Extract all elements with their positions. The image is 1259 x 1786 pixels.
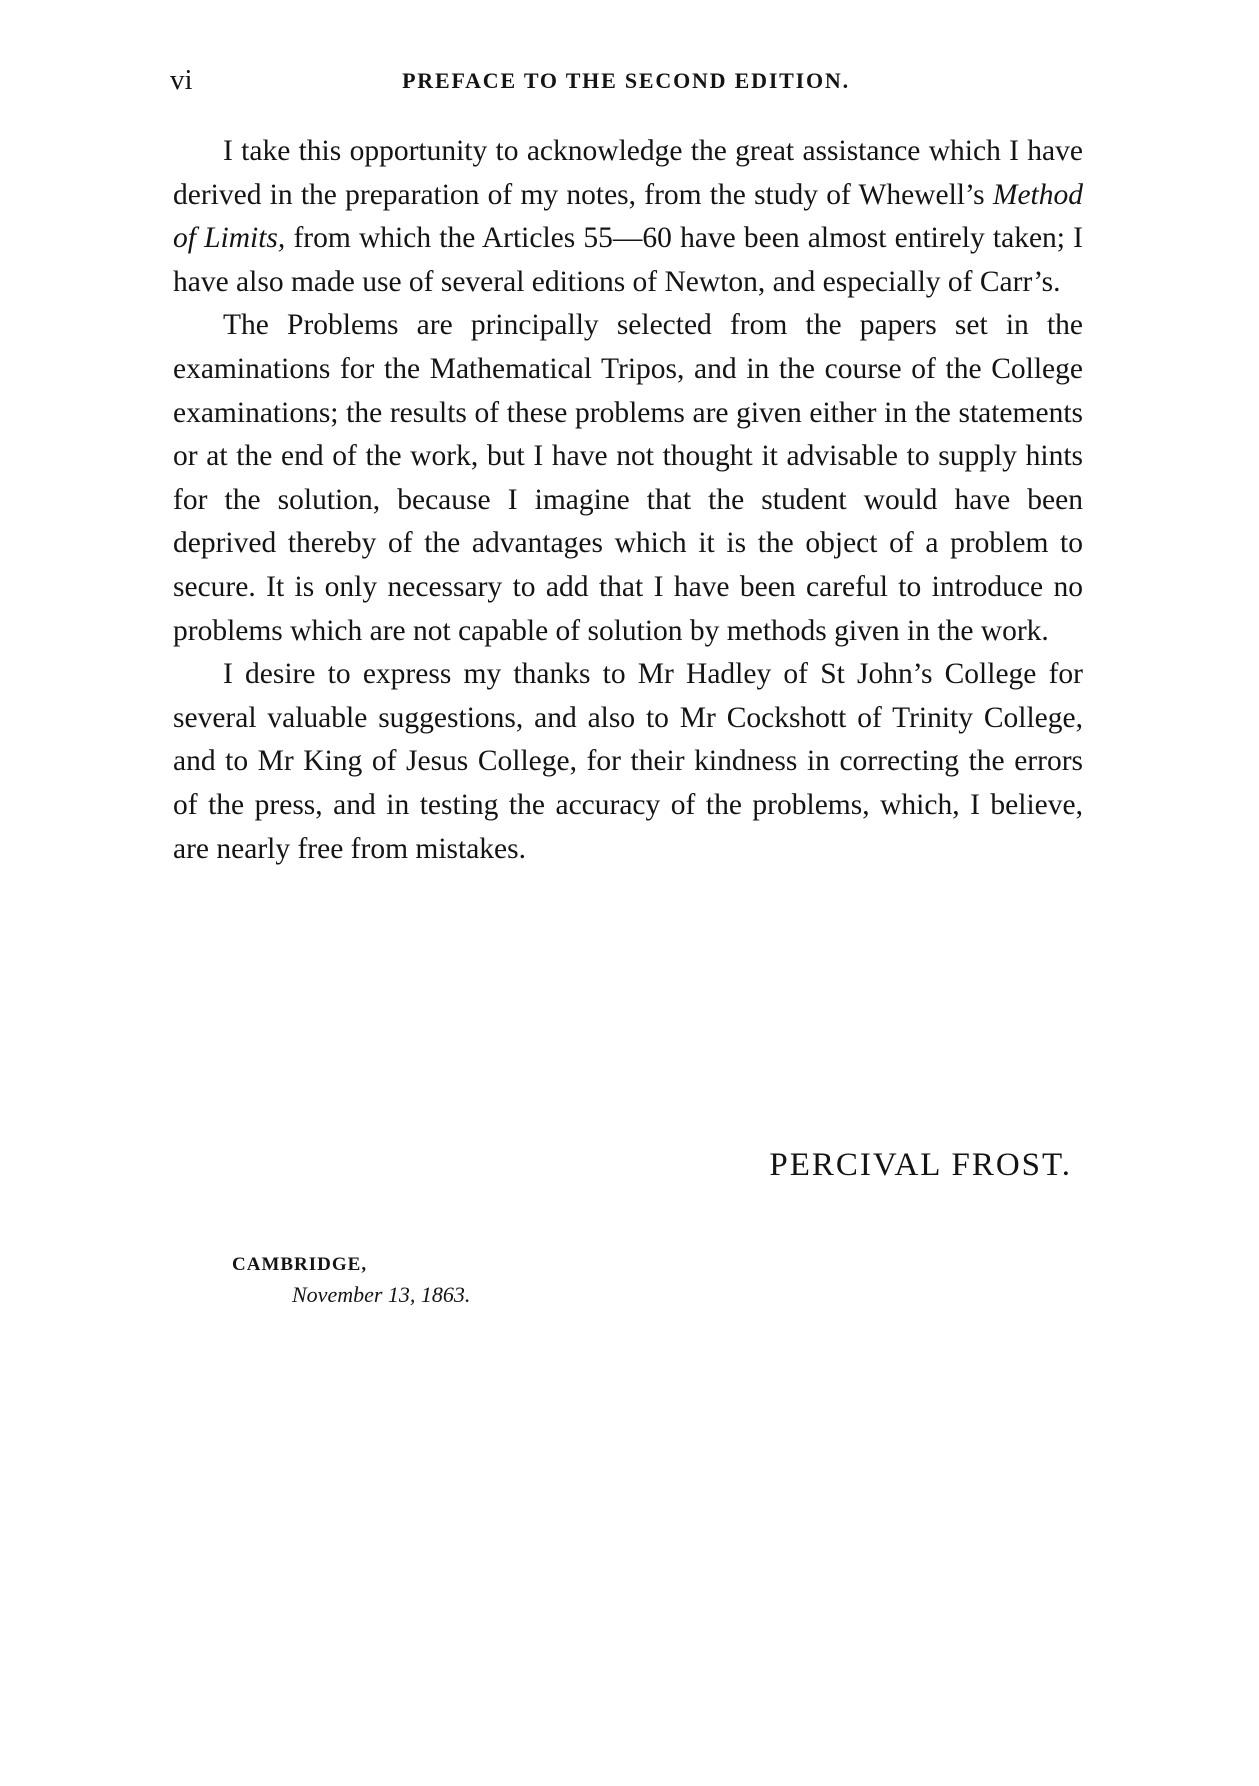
dateline-place: CAMBRIDGE,: [232, 1254, 368, 1275]
paragraph-text: I take this opportunity to acknowledge the great assistance which I have derived in the preparation of my notes, from the study of Whewell’s: [173, 135, 1083, 211]
paragraph-thanks: I desire to express my thanks to Mr Hadley of St John’s College for several valuable suggestions, and also to Mr Cockshott of Trinity College, and to Mr King of Jesus College, for their kindness in correcting the errors of the press, and in testing the accuracy of the problems, which, I believe, are nearly free from mistakes.: [173, 658, 1083, 865]
author-signature: PERCIVAL FROST.: [769, 1147, 1072, 1183]
running-head: [170, 64, 1082, 104]
dateline: [232, 1254, 470, 1308]
page-number: vi: [170, 64, 193, 96]
preface-body: [173, 130, 1083, 871]
running-title: PREFACE TO THE SECOND EDITION.: [402, 68, 850, 93]
dateline-date: November 13, 1863.: [292, 1282, 471, 1307]
book-title: Method of Limits,: [173, 178, 1083, 255]
paragraph-text: from which the Articles 55—60 have been almost entirely taken; I have also made use of several editions of Newton, and especially of Carr’s.: [173, 222, 1083, 298]
paragraph-acknowledgements: [173, 130, 1083, 304]
paragraph-problems: The Problems are principally selected from the papers set in the examinations for the Mathematical Tripos, and in the course of the College examinations; the results of these problems are given either in the statements or at the end of the work, but I have not thought it advisable to supply hints for the solution, because I imagine that the student would have been deprived thereby of the advantages which it is the object of a problem to secure. It is only necessary to add that I have been careful to introduce no problems which are not capable of solution by methods given in the work.: [173, 309, 1083, 647]
